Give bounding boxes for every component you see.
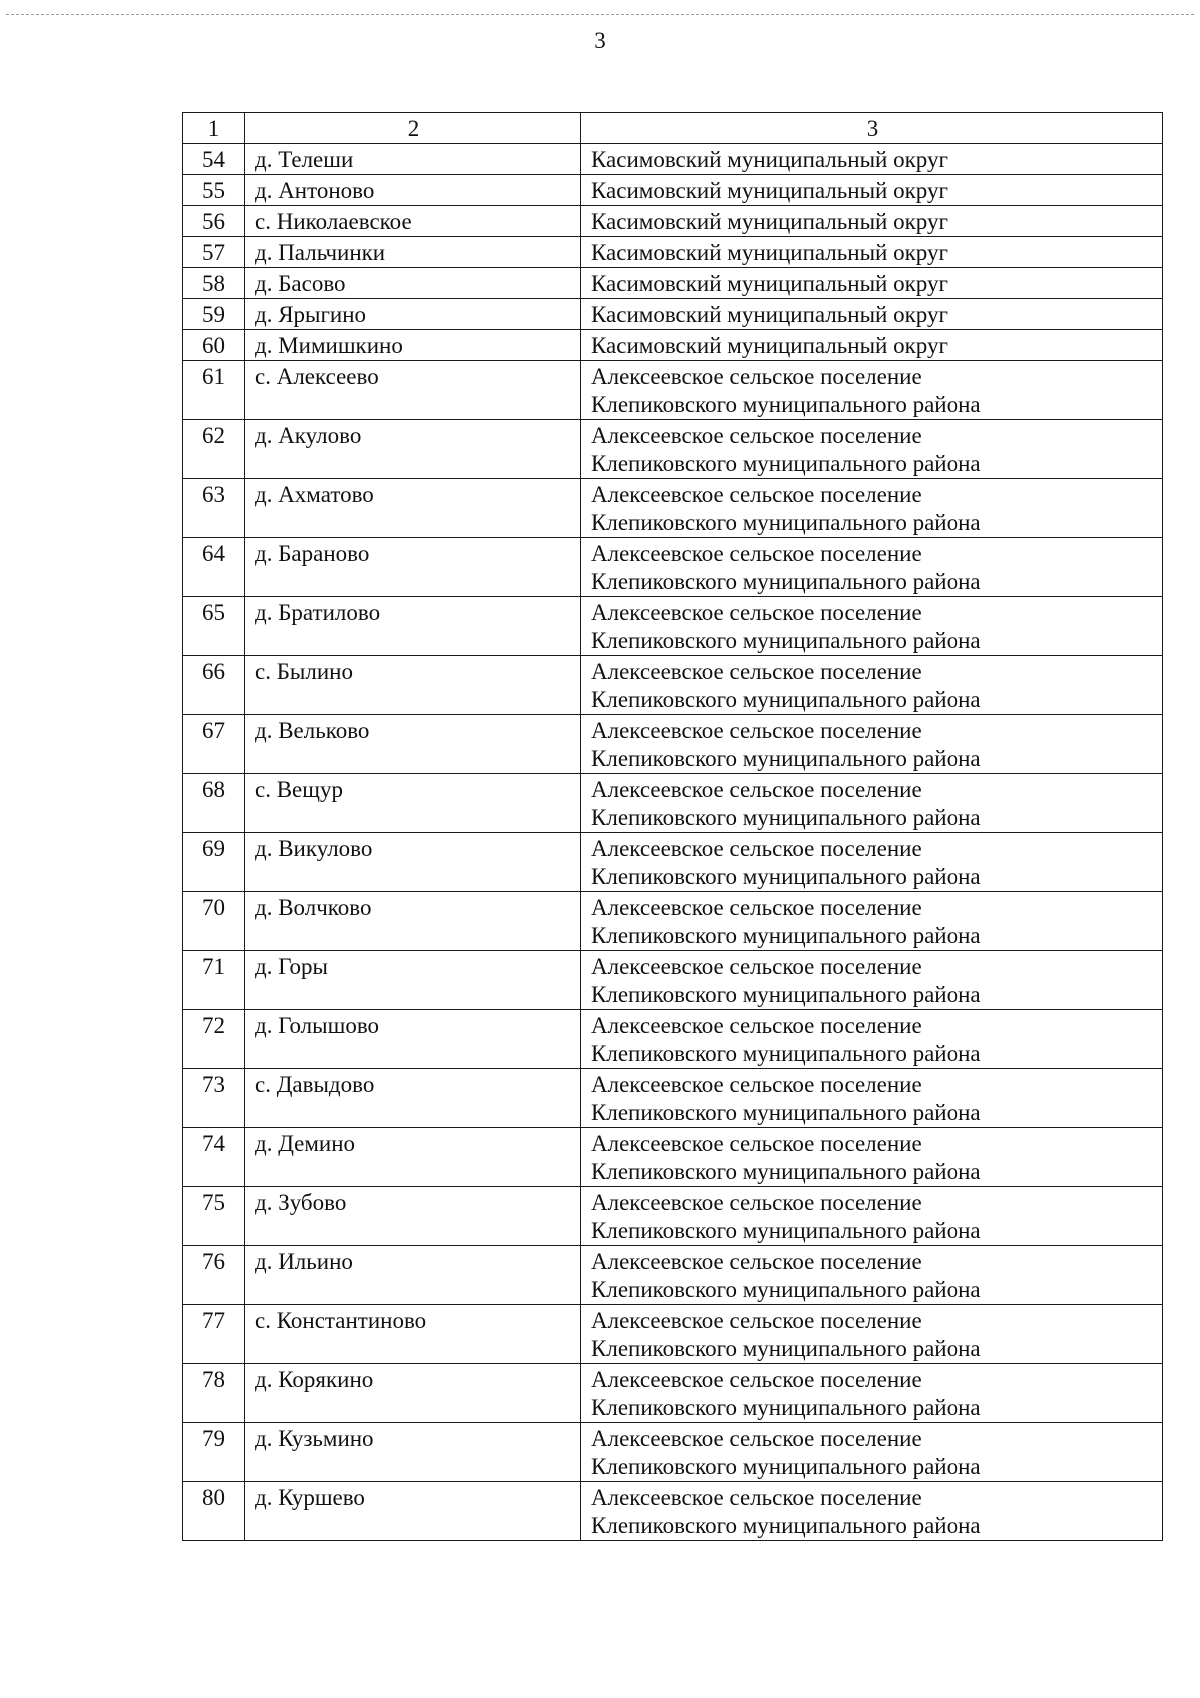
municipality-line: Клепиковского муниципального района — [591, 1513, 981, 1538]
settlement-name: с. Николаевское — [245, 206, 581, 237]
municipality-cell — [581, 1305, 1163, 1364]
table-row — [183, 715, 1163, 774]
municipality-line: Алексеевское сельское поселение — [591, 541, 922, 566]
municipality-cell — [581, 597, 1163, 656]
table-row — [183, 951, 1163, 1010]
row-number: 76 — [183, 1246, 245, 1305]
row-number: 64 — [183, 538, 245, 597]
municipality-line: Клепиковского муниципального района — [591, 1218, 981, 1243]
settlement-name: д. Куршево — [245, 1482, 581, 1541]
municipality-line: Клепиковского муниципального района — [591, 1336, 981, 1361]
table-row — [183, 538, 1163, 597]
table-row — [183, 420, 1163, 479]
table-row — [183, 479, 1163, 538]
municipality-line: Алексеевское сельское поселение — [591, 1190, 922, 1215]
row-number: 60 — [183, 330, 245, 361]
table-row — [183, 206, 1163, 237]
municipality-line: Касимовский муниципальный округ — [591, 302, 948, 327]
municipality-line: Клепиковского муниципального района — [591, 982, 981, 1007]
settlement-name: д. Пальчинки — [245, 237, 581, 268]
table-row — [183, 299, 1163, 330]
header-col-3: 3 — [581, 113, 1163, 144]
table-row — [183, 144, 1163, 175]
row-number: 56 — [183, 206, 245, 237]
table-row — [183, 1246, 1163, 1305]
municipality-line: Касимовский муниципальный округ — [591, 333, 948, 358]
municipality-line: Клепиковского муниципального района — [591, 1277, 981, 1302]
row-number: 63 — [183, 479, 245, 538]
municipality-cell — [581, 479, 1163, 538]
municipality-cell — [581, 656, 1163, 715]
table-row — [183, 892, 1163, 951]
row-number: 79 — [183, 1423, 245, 1482]
municipality-line: Клепиковского муниципального района — [591, 923, 981, 948]
municipality-cell — [581, 1482, 1163, 1541]
municipality-cell — [581, 1423, 1163, 1482]
settlement-name: д. Телеши — [245, 144, 581, 175]
municipality-line: Алексеевское сельское поселение — [591, 1013, 922, 1038]
municipality-line: Касимовский муниципальный округ — [591, 240, 948, 265]
municipality-line: Алексеевское сельское поселение — [591, 1249, 922, 1274]
municipality-line: Клепиковского муниципального района — [591, 864, 981, 889]
row-number: 59 — [183, 299, 245, 330]
municipality-line: Клепиковского муниципального района — [591, 1100, 981, 1125]
settlement-name: д. Волчково — [245, 892, 581, 951]
row-number: 68 — [183, 774, 245, 833]
municipality-cell — [581, 1246, 1163, 1305]
municipality-cell — [581, 715, 1163, 774]
row-number: 55 — [183, 175, 245, 206]
settlement-name: д. Антоново — [245, 175, 581, 206]
page-number: 3 — [594, 28, 606, 53]
municipality-cell — [581, 1069, 1163, 1128]
municipality-cell — [581, 299, 1163, 330]
municipality-line: Алексеевское сельское поселение — [591, 1426, 922, 1451]
table-row — [183, 1364, 1163, 1423]
table-row — [183, 175, 1163, 206]
municipality-line: Клепиковского муниципального района — [591, 510, 981, 535]
row-number: 61 — [183, 361, 245, 420]
row-number: 78 — [183, 1364, 245, 1423]
table-row — [183, 1482, 1163, 1541]
municipality-line: Алексеевское сельское поселение — [591, 659, 922, 684]
municipality-line: Клепиковского муниципального района — [591, 1454, 981, 1479]
municipality-line: Алексеевское сельское поселение — [591, 1131, 922, 1156]
row-number: 72 — [183, 1010, 245, 1069]
table-row — [183, 1069, 1163, 1128]
row-number: 62 — [183, 420, 245, 479]
municipality-line: Клепиковского муниципального района — [591, 805, 981, 830]
row-number: 73 — [183, 1069, 245, 1128]
municipality-line: Клепиковского муниципального района — [591, 687, 981, 712]
table-body — [183, 113, 1163, 1541]
municipality-line: Касимовский муниципальный округ — [591, 271, 948, 296]
settlement-name: с. Константиново — [245, 1305, 581, 1364]
municipality-line: Алексеевское сельское поселение — [591, 423, 922, 448]
table-row — [183, 268, 1163, 299]
table-row — [183, 1187, 1163, 1246]
table-row — [183, 1010, 1163, 1069]
settlements-table — [182, 112, 1163, 1541]
municipality-line: Алексеевское сельское поселение — [591, 482, 922, 507]
row-number: 65 — [183, 597, 245, 656]
table-row — [183, 774, 1163, 833]
settlement-name: д. Ильино — [245, 1246, 581, 1305]
municipality-line: Алексеевское сельское поселение — [591, 718, 922, 743]
municipality-line: Клепиковского муниципального района — [591, 746, 981, 771]
municipality-line: Касимовский муниципальный округ — [591, 147, 948, 172]
row-number: 75 — [183, 1187, 245, 1246]
municipality-line: Клепиковского муниципального района — [591, 628, 981, 653]
settlement-name: д. Зубово — [245, 1187, 581, 1246]
settlement-name: д. Кузьмино — [245, 1423, 581, 1482]
municipality-line: Клепиковского муниципального района — [591, 451, 981, 476]
settlement-name: д. Басово — [245, 268, 581, 299]
municipality-line: Алексеевское сельское поселение — [591, 1072, 922, 1097]
table-row — [183, 656, 1163, 715]
municipality-line: Алексеевское сельское поселение — [591, 600, 922, 625]
row-number: 80 — [183, 1482, 245, 1541]
settlement-name: д. Голышово — [245, 1010, 581, 1069]
municipality-line: Алексеевское сельское поселение — [591, 1485, 922, 1510]
municipality-cell — [581, 237, 1163, 268]
municipality-cell — [581, 1364, 1163, 1423]
municipality-line: Касимовский муниципальный округ — [591, 209, 948, 234]
table-header-row — [183, 113, 1163, 144]
municipality-line: Клепиковского муниципального района — [591, 569, 981, 594]
settlement-name: с. Алексеево — [245, 361, 581, 420]
municipality-cell — [581, 268, 1163, 299]
table-row — [183, 833, 1163, 892]
municipality-cell — [581, 833, 1163, 892]
municipality-cell — [581, 175, 1163, 206]
municipality-line: Клепиковского муниципального района — [591, 392, 981, 417]
table-row — [183, 330, 1163, 361]
settlement-name: с. Давыдово — [245, 1069, 581, 1128]
settlement-name: д. Ахматово — [245, 479, 581, 538]
municipality-line: Алексеевское сельское поселение — [591, 1308, 922, 1333]
header-col-2: 2 — [245, 113, 581, 144]
municipality-cell — [581, 1128, 1163, 1187]
settlement-name: д. Горы — [245, 951, 581, 1010]
table-row — [183, 1305, 1163, 1364]
municipality-cell — [581, 330, 1163, 361]
municipality-line: Касимовский муниципальный округ — [591, 178, 948, 203]
row-number: 77 — [183, 1305, 245, 1364]
row-number: 74 — [183, 1128, 245, 1187]
municipality-cell — [581, 538, 1163, 597]
settlement-name: с. Вещур — [245, 774, 581, 833]
settlement-name: д. Ярыгино — [245, 299, 581, 330]
row-number: 58 — [183, 268, 245, 299]
municipality-cell — [581, 361, 1163, 420]
row-number: 57 — [183, 237, 245, 268]
municipality-line: Клепиковского муниципального района — [591, 1159, 981, 1184]
municipality-line: Алексеевское сельское поселение — [591, 954, 922, 979]
municipality-line: Алексеевское сельское поселение — [591, 836, 922, 861]
municipality-cell — [581, 1187, 1163, 1246]
table-row — [183, 237, 1163, 268]
row-number: 54 — [183, 144, 245, 175]
row-number: 69 — [183, 833, 245, 892]
municipality-line: Клепиковского муниципального района — [591, 1041, 981, 1066]
settlement-name: д. Бараново — [245, 538, 581, 597]
settlement-name: д. Корякино — [245, 1364, 581, 1423]
municipality-cell — [581, 951, 1163, 1010]
municipality-line: Алексеевское сельское поселение — [591, 895, 922, 920]
municipality-line: Алексеевское сельское поселение — [591, 777, 922, 802]
municipality-cell — [581, 892, 1163, 951]
row-number: 66 — [183, 656, 245, 715]
settlement-name: д. Вельково — [245, 715, 581, 774]
header-col-1: 1 — [183, 113, 245, 144]
settlement-name: д. Викулово — [245, 833, 581, 892]
settlement-name: с. Былино — [245, 656, 581, 715]
municipality-cell — [581, 774, 1163, 833]
settlement-name: д. Мимишкино — [245, 330, 581, 361]
municipality-line: Алексеевское сельское поселение — [591, 1367, 922, 1392]
settlement-name: д. Акулово — [245, 420, 581, 479]
row-number: 71 — [183, 951, 245, 1010]
row-number: 67 — [183, 715, 245, 774]
municipality-cell — [581, 1010, 1163, 1069]
municipality-cell — [581, 206, 1163, 237]
table-row — [183, 1423, 1163, 1482]
row-number: 70 — [183, 892, 245, 951]
municipality-cell — [581, 420, 1163, 479]
municipality-line: Алексеевское сельское поселение — [591, 364, 922, 389]
table-row — [183, 597, 1163, 656]
table-row — [183, 361, 1163, 420]
municipality-cell — [581, 144, 1163, 175]
scan-edge-line — [6, 14, 1194, 15]
settlement-name: д. Братилово — [245, 597, 581, 656]
municipality-line: Клепиковского муниципального района — [591, 1395, 981, 1420]
settlement-name: д. Демино — [245, 1128, 581, 1187]
table-row — [183, 1128, 1163, 1187]
